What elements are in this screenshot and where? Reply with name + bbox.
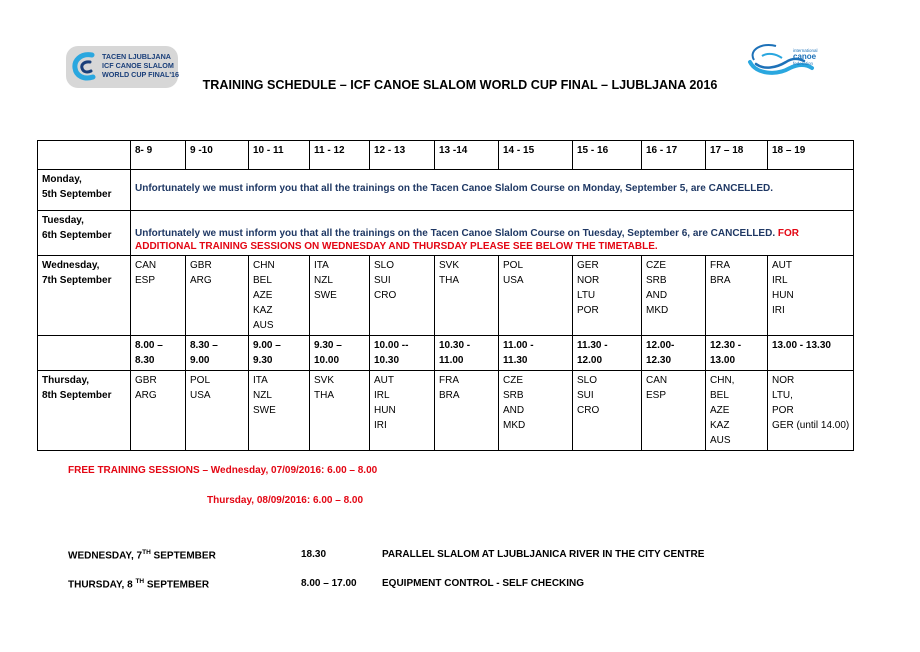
thursday-team-cell bbox=[310, 371, 370, 451]
thursday-team-cell-text: POR bbox=[772, 405, 794, 416]
wednesday-team-cell-text: GBR bbox=[190, 260, 212, 271]
thursday-slot-cell-text: 9.30 – bbox=[314, 340, 342, 351]
thursday-slot-cell-text: 9.30 bbox=[253, 355, 273, 366]
wednesday-team-cell-text: NZL bbox=[314, 275, 333, 286]
thursday-team-cell-text: KAZ bbox=[710, 420, 730, 431]
monday-row bbox=[38, 170, 854, 211]
thursday-team-cell-text: AUT bbox=[374, 375, 394, 386]
thursday-team-cell bbox=[249, 371, 310, 451]
wednesday-team-cell-text: FRA bbox=[710, 260, 730, 271]
thursday-slot-cell bbox=[435, 336, 499, 371]
thursday-team-cell-text: NZL bbox=[253, 390, 272, 401]
wednesday-team-cell-text: LTU bbox=[577, 290, 596, 301]
free-training-line-1: FREE TRAINING SESSIONS – Wednesday, 07/09/2016: 6.00 – 8.00 bbox=[68, 465, 378, 476]
thursday-team-cell-text: THA bbox=[314, 390, 334, 401]
thursday-team-cell-text: AND bbox=[503, 405, 525, 416]
thursday-team-cell-text: SRB bbox=[503, 390, 524, 401]
wednesday-team-cell-text: USA bbox=[503, 275, 524, 286]
thursday-team-cell-text: ARG bbox=[135, 390, 157, 401]
thursday-team-cell bbox=[370, 371, 435, 451]
additional-sessions-notice: FOR ADDITIONAL TRAINING SESSIONS ON WEDNESDAY AND THURSDAY PLEASE SEE BELOW THE TIMETABLE. bbox=[135, 228, 799, 252]
wednesday-team-cell-text: HUN bbox=[772, 290, 794, 301]
thursday-team-cell-text: SVK bbox=[314, 375, 335, 386]
thursday-slot-cell bbox=[249, 336, 310, 371]
thursday-slot-cell-text: 11.30 bbox=[503, 355, 528, 366]
thursday-team-cell-text: POL bbox=[190, 375, 211, 386]
thursday-team-cell bbox=[186, 371, 249, 451]
thursday-team-cell-text: IRL bbox=[374, 390, 390, 401]
wednesday-team-cell-text: IRI bbox=[772, 305, 785, 316]
event-description: PARALLEL SLALOM AT LJUBLJANICA RIVER IN THE CITY CENTRE bbox=[382, 549, 705, 560]
wednesday-team-cell-text: CAN bbox=[135, 260, 157, 271]
icf-logo bbox=[746, 42, 844, 78]
thursday-team-cell-text: HUN bbox=[374, 405, 396, 416]
wednesday-team-cell bbox=[435, 256, 499, 336]
monday-cancel-notice: Unfortunately we must inform you that all the trainings on the Tacen Canoe Slalom Course on Monday, September 5, are CANCELLED. bbox=[131, 170, 854, 211]
event-day: THURSDAY, 8 $^{TH}$ SEPTEMBER bbox=[68, 578, 210, 591]
wednesday-team-cell-text: SRB bbox=[646, 275, 667, 286]
thursday-team-cell-text: CRO bbox=[577, 405, 600, 416]
thursday-slot-cell bbox=[768, 336, 854, 371]
thursday-slot-cell bbox=[186, 336, 249, 371]
thursday-slot-cell bbox=[131, 336, 186, 371]
thursday-slot-cell-text: 12.00- bbox=[646, 340, 675, 351]
thursday-row bbox=[38, 371, 854, 451]
thursday-team-cell-text: BEL bbox=[710, 390, 729, 401]
thursday-team-cell-text: FRA bbox=[439, 375, 459, 386]
thursday-team-cell-text: GBR bbox=[135, 375, 157, 386]
tuesday-row bbox=[38, 211, 854, 256]
wednesday-team-cell-text: NOR bbox=[577, 275, 600, 286]
thursday-team-cell-text: SUI bbox=[577, 390, 594, 401]
thursday-slot-cell-text: 10.30 - bbox=[439, 340, 471, 351]
thursday-slot-cell-text: 13.00 bbox=[710, 355, 736, 366]
wednesday-team-cell-text: KAZ bbox=[253, 305, 273, 316]
thursday-slot-cell-text: 13.00 - 13.30 bbox=[772, 340, 831, 351]
wednesday-team-cell-text: POR bbox=[577, 305, 599, 316]
thursday-slot-cell-text: 8.30 – bbox=[190, 340, 218, 351]
wednesday-team-cell bbox=[706, 256, 768, 336]
wednesday-team-cell-text: AND bbox=[646, 290, 668, 301]
event-day: WEDNESDAY, 7TH SEPTEMBER bbox=[68, 549, 216, 562]
wednesday-team-cell bbox=[310, 256, 370, 336]
thursday-slot-cell-text: 10.00 bbox=[314, 355, 340, 366]
thursday-slot-cell-text: 11.00 bbox=[439, 355, 464, 366]
tuesday-cancel-notice: Unfortunately we must inform you that all the trainings on the Tacen Canoe Slalom Course on Tuesday, September 6, are CANCELLED. FOR ADDITIONAL TRAINING SESSIONS ON WEDNESDAY AND THURSDAY PLEASE SEE BELOW THE TIMETABLE. bbox=[131, 211, 854, 256]
day-cell: Wednesday, 7th September bbox=[38, 256, 131, 336]
slot-empty-cell bbox=[38, 336, 131, 371]
wednesday-team-cell-text: SWE bbox=[314, 290, 337, 301]
thursday-slot-cell-text: 11.00 - bbox=[503, 340, 534, 351]
event-description: EQUIPMENT CONTROL - SELF CHECKING bbox=[382, 578, 585, 589]
header-slot: 17 – 18 bbox=[706, 141, 768, 170]
header-slot: 10 - 11 bbox=[249, 141, 310, 170]
wednesday-team-cell bbox=[249, 256, 310, 336]
wednesday-team-cell-text: AZE bbox=[253, 290, 273, 301]
header-slot: 13 -14 bbox=[435, 141, 499, 170]
wednesday-team-cell bbox=[499, 256, 573, 336]
thursday-slot-cell bbox=[573, 336, 642, 371]
day-cell: Monday, 5th September bbox=[38, 170, 131, 211]
header-slot: 11 - 12 bbox=[310, 141, 370, 170]
day-cell: Tuesday, 6th September bbox=[38, 211, 131, 256]
thursday-team-cell-text: CHN, bbox=[710, 375, 735, 386]
header-slot: 8- 9 bbox=[131, 141, 186, 170]
thursday-team-cell-text: SWE bbox=[253, 405, 276, 416]
thursday-slot-cell-text: 11.30 - bbox=[577, 340, 608, 351]
thursday-team-cell-text: ESP bbox=[646, 390, 667, 401]
wednesday-row bbox=[38, 256, 854, 336]
day-cell: Thursday, 8th September bbox=[38, 371, 131, 451]
thursday-team-cell-text: IRI bbox=[374, 420, 387, 431]
wednesday-team-cell bbox=[642, 256, 706, 336]
thursday-team-cell bbox=[573, 371, 642, 451]
wednesday-team-cell-text: ARG bbox=[190, 275, 212, 286]
thursday-team-cell bbox=[642, 371, 706, 451]
wednesday-team-cell-text: GER bbox=[577, 260, 599, 271]
thursday-team-cell bbox=[435, 371, 499, 451]
thursday-slot-cell-text: 10.00 -- bbox=[374, 340, 409, 351]
thursday-team-cell-text: USA bbox=[190, 390, 211, 401]
header-slot: 16 - 17 bbox=[642, 141, 706, 170]
thursday-team-cell bbox=[499, 371, 573, 451]
wednesday-team-cell bbox=[131, 256, 186, 336]
thursday-slot-cell bbox=[370, 336, 435, 371]
wednesday-team-cell-text: SLO bbox=[374, 260, 395, 271]
wednesday-team-cell bbox=[768, 256, 854, 336]
wednesday-team-cell-text: IRL bbox=[772, 275, 788, 286]
thursday-team-cell-text: LTU, bbox=[772, 390, 793, 401]
thursday-slot-cell-text: 9.00 – bbox=[253, 340, 281, 351]
thursday-team-cell-text: GER (until 14.00) bbox=[772, 420, 850, 431]
wednesday-team-cell-text: MKD bbox=[646, 305, 669, 316]
thursday-team-cell bbox=[131, 371, 186, 451]
wednesday-team-cell-text: CRO bbox=[374, 290, 397, 301]
event-time: 8.00 – 17.00 bbox=[301, 578, 357, 589]
icf-logo-text: international canoe federation bbox=[793, 48, 818, 66]
thursday-slot-cell bbox=[310, 336, 370, 371]
header-slot: 18 – 19 bbox=[768, 141, 854, 170]
thursday-slot-cell-text: 12.30 bbox=[646, 355, 672, 366]
wednesday-team-cell-text: SVK bbox=[439, 260, 460, 271]
thursday-slot-cell-text: 12.00 bbox=[577, 355, 603, 366]
page-title: TRAINING SCHEDULE – ICF CANOE SLALOM WORLD CUP FINAL – LJUBLJANA 2016 bbox=[202, 78, 718, 92]
thursday-slot-cell bbox=[706, 336, 768, 371]
event-time: 18.30 bbox=[301, 549, 327, 560]
header-slot: 12 - 13 bbox=[370, 141, 435, 170]
wednesday-team-cell-text: CHN bbox=[253, 260, 275, 271]
wednesday-team-cell-text: SUI bbox=[374, 275, 391, 286]
wednesday-team-cell-text: ESP bbox=[135, 275, 156, 286]
header-row bbox=[38, 141, 854, 170]
wednesday-team-cell-text: ITA bbox=[314, 260, 329, 271]
header-slot: 14 - 15 bbox=[499, 141, 573, 170]
wednesday-team-cell-text: AUS bbox=[253, 320, 274, 331]
wednesday-team-cell-text: AUT bbox=[772, 260, 792, 271]
thursday-team-cell-text: SLO bbox=[577, 375, 598, 386]
thursday-slot-cell-text: 8.30 bbox=[135, 355, 155, 366]
thursday-team-cell-text: ITA bbox=[253, 375, 268, 386]
header-slot: 15 - 16 bbox=[573, 141, 642, 170]
thursday-team-cell-text: AUS bbox=[710, 435, 731, 446]
thursday-slot-cell-text: 8.00 – bbox=[135, 340, 163, 351]
thursday-team-cell-text: NOR bbox=[772, 375, 795, 386]
thursday-team-cell-text: BRA bbox=[439, 390, 460, 401]
thursday-team-cell-text: AZE bbox=[710, 405, 730, 416]
thursday-slot-cell-text: 12.30 - bbox=[710, 340, 742, 351]
thursday-team-cell bbox=[768, 371, 854, 451]
thursday-team-cell-text: CAN bbox=[646, 375, 668, 386]
thursday-slot-cell bbox=[642, 336, 706, 371]
event-logo-text: TACEN LJUBLJANA ICF CANOE SLALOM WORLD CUP FINAL'16 bbox=[102, 52, 180, 79]
thursday-team-cell-text: MKD bbox=[503, 420, 526, 431]
header-slot: 9 -10 bbox=[186, 141, 249, 170]
thursday-slots-row bbox=[38, 336, 854, 371]
canoe-swirl-icon bbox=[72, 51, 98, 81]
wednesday-team-cell bbox=[573, 256, 642, 336]
thursday-slot-cell-text: 9.00 bbox=[190, 355, 210, 366]
thursday-team-cell bbox=[706, 371, 768, 451]
wednesday-team-cell bbox=[186, 256, 249, 336]
wednesday-team-cell-text: BRA bbox=[710, 275, 731, 286]
training-schedule-table bbox=[37, 140, 854, 451]
wednesday-team-cell-text: BEL bbox=[253, 275, 272, 286]
thursday-slot-cell bbox=[499, 336, 573, 371]
header-empty-cell bbox=[38, 141, 131, 170]
free-training-line-2: Thursday, 08/09/2016: 6.00 – 8.00 bbox=[207, 495, 364, 506]
wednesday-team-cell-text: CZE bbox=[646, 260, 666, 271]
thursday-slot-cell-text: 10.30 bbox=[374, 355, 400, 366]
wednesday-team-cell bbox=[370, 256, 435, 336]
wednesday-team-cell-text: POL bbox=[503, 260, 524, 271]
thursday-team-cell-text: CZE bbox=[503, 375, 523, 386]
wednesday-team-cell-text: THA bbox=[439, 275, 459, 286]
